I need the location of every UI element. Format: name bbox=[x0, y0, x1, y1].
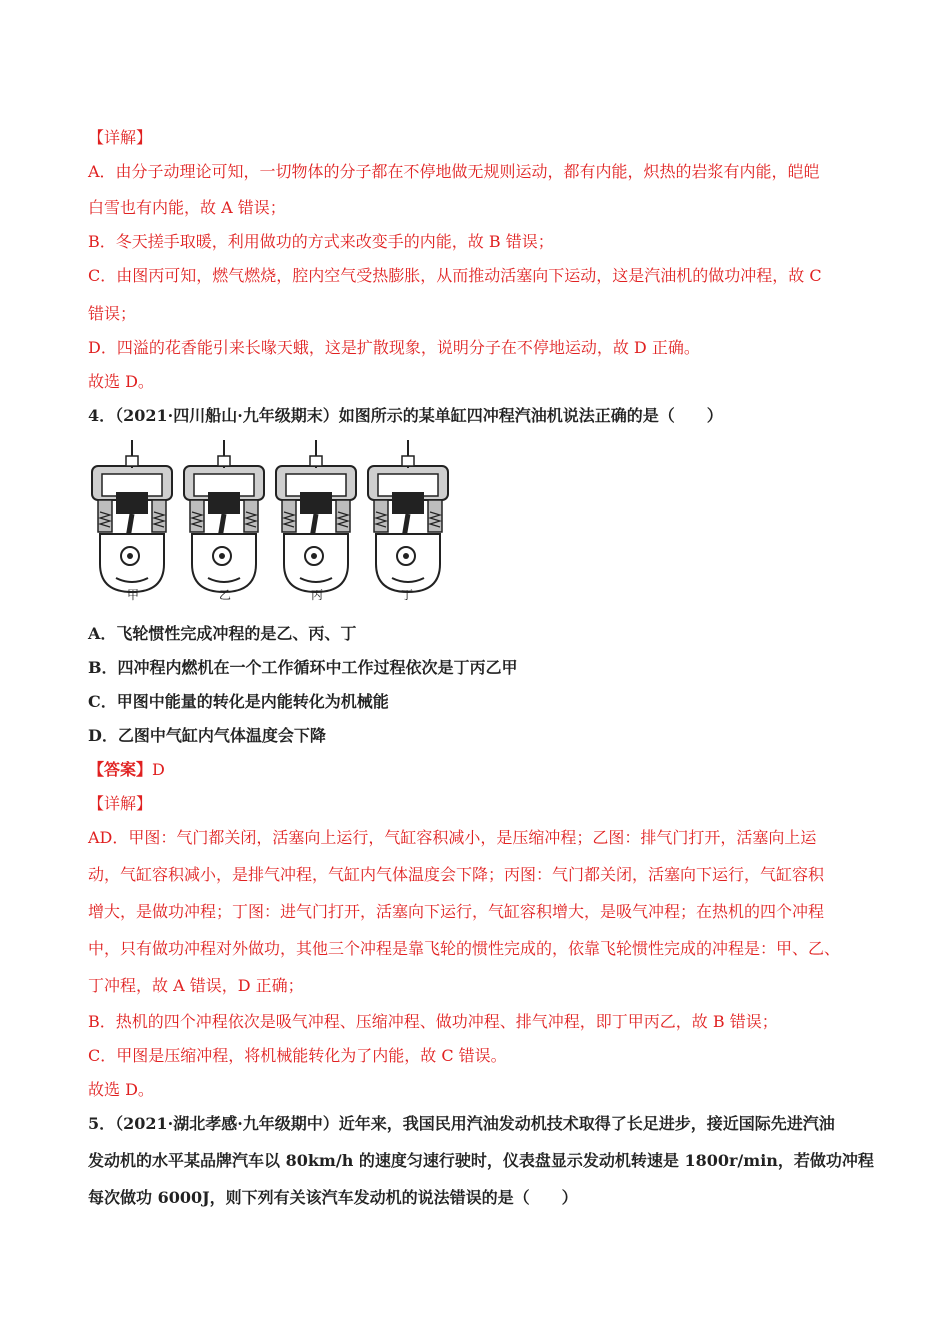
q4-answer-heading: 【答案】 bbox=[88, 760, 153, 779]
q4-detail-line: B．热机的四个冲程依次是吸气冲程、压缩冲程、做功冲程、排气冲程，即丁甲丙乙，故 B 错误； bbox=[88, 1012, 778, 1031]
q4-detail-line: AD．甲图：气门都关闭，活塞向上运行，气缸容积减小，是压缩冲程；乙图：排气门打开，活塞向上运 bbox=[88, 828, 817, 847]
q4-option-a: A．飞轮惯性完成冲程的是乙、丙、丁 bbox=[88, 624, 357, 643]
q4-detail-line: 丁冲程，故 A 错误，D 正确； bbox=[88, 976, 304, 995]
q4-conclusion: 故选 D。 bbox=[88, 1080, 154, 1099]
q4-option-b: B．四冲程内燃机在一个工作循环中工作过程依次是丁丙乙甲 bbox=[88, 658, 518, 677]
engine-jia-shape bbox=[92, 440, 172, 592]
figure-label-yi: 乙 bbox=[218, 588, 231, 602]
q3-detail-line: 错误； bbox=[88, 304, 137, 323]
q3-detail-line: B．冬天搓手取暖，利用做功的方式来改变手的内能，故 B 错误； bbox=[88, 232, 554, 251]
q3-detail-line: C．由图丙可知，燃气燃烧，腔内空气受热膨胀，从而推动活塞向下运动，这是汽油机的做功冲程，故 C bbox=[88, 266, 822, 285]
q3-detail-heading: 【详解】 bbox=[88, 128, 153, 147]
q3-conclusion: 故选 D。 bbox=[88, 372, 154, 391]
q4-detail-line: 动，气缸容积减小，是排气冲程，气缸内气体温度会下降；丙图：气门都关闭，活塞向下运行，气缸容积 bbox=[88, 865, 825, 884]
engine-ding-shape bbox=[368, 440, 448, 592]
q4-option-c: C．甲图中能量的转化是内能转化为机械能 bbox=[88, 692, 389, 711]
figure-label-bing: 丙 bbox=[310, 588, 323, 602]
q4-answer-value: D bbox=[152, 760, 165, 779]
figure-label-ding: 丁 bbox=[400, 588, 413, 602]
four-stroke-engines-svg bbox=[90, 438, 470, 608]
q5-stem-line: 5．（2021·湖北孝感·九年级期中）近年来，我国民用汽油发动机技术取得了长足进步，接近国际先进汽油 bbox=[88, 1114, 835, 1133]
q5-stem-line: 发动机的水平某品牌汽车以 80km/h 的速度匀速行驶时，仪表盘显示发动机转速是 1800r/min，若做功冲程 bbox=[88, 1151, 874, 1170]
q3-detail-line: 白雪也有内能，故 A 错误； bbox=[88, 198, 286, 217]
engine-bing-shape bbox=[276, 440, 356, 592]
q3-detail-line: D．四溢的花香能引来长喙天蛾，这是扩散现象，说明分子在不停地运动，故 D 正确。 bbox=[88, 338, 700, 357]
q5-stem-line: 每次做功 6000J，则下列有关该汽车发动机的说法错误的是（ ） bbox=[88, 1188, 578, 1207]
q4-detail-line: 中，只有做功冲程对外做功，其他三个冲程是靠飞轮的惯性完成的，依靠飞轮惯性完成的冲程是：甲、乙、 bbox=[88, 939, 841, 958]
q4-stem: 4．（2021·四川船山·九年级期末）如图所示的某单缸四冲程汽油机说法正确的是（ ） bbox=[88, 406, 723, 425]
q4-detail-line: 增大，是做功冲程；丁图：进气门打开，活塞向下运行，气缸容积增大，是吸气冲程；在热机的四个冲程 bbox=[88, 902, 825, 921]
q4-option-d: D．乙图中气缸内气体温度会下降 bbox=[88, 726, 326, 745]
q4-answer bbox=[88, 760, 868, 780]
q4-detail-heading: 【详解】 bbox=[88, 794, 153, 813]
figure-label-jia: 甲 bbox=[126, 588, 139, 602]
q4-detail-line: C．甲图是压缩冲程，将机械能转化为了内能，故 C 错误。 bbox=[88, 1046, 507, 1065]
engine-diagram bbox=[90, 438, 470, 608]
q3-detail-line: A．由分子动理论可知，一切物体的分子都在不停地做无规则运动，都有内能，炽热的岩浆有内能，皑皑 bbox=[88, 162, 820, 181]
engine-yi-shape bbox=[184, 440, 264, 592]
